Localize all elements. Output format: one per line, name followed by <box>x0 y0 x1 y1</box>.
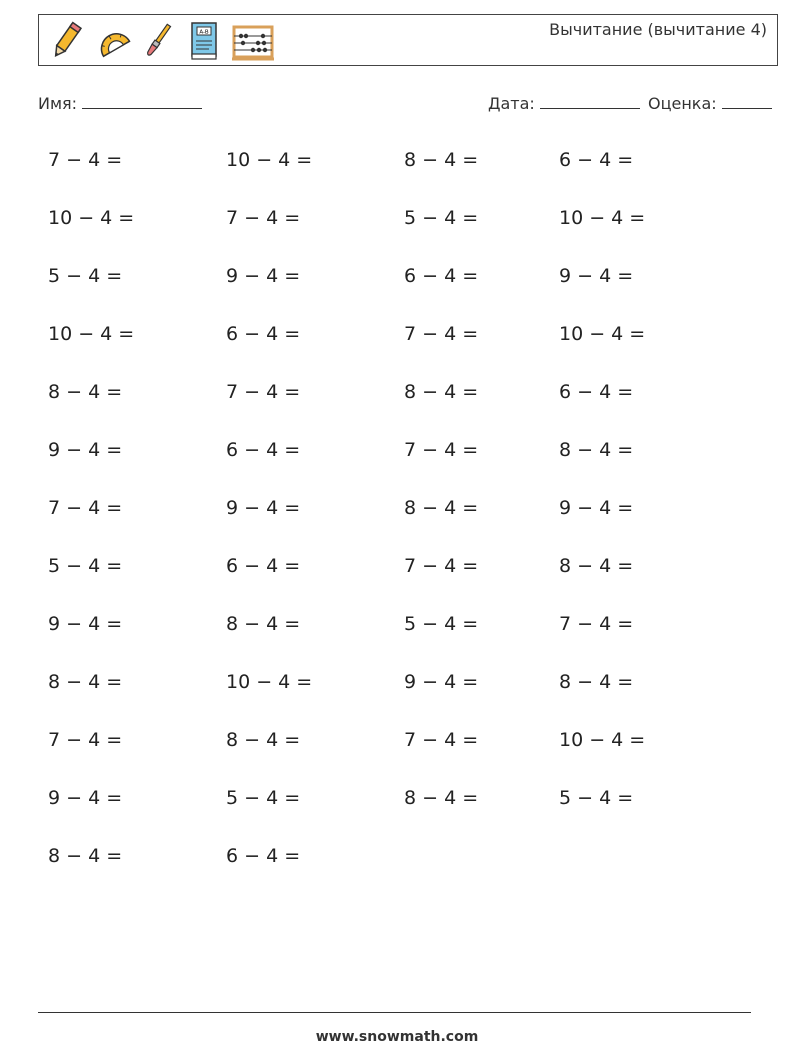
worksheet-title: Вычитание (вычитание 4) <box>549 20 767 39</box>
problem-item: 10 − 4 = <box>226 149 313 171</box>
problem-item: 8 − 4 = <box>226 729 301 751</box>
problem-item: 10 − 4 = <box>48 207 135 229</box>
problem-item: 10 − 4 = <box>559 729 646 751</box>
problem-item: 8 − 4 = <box>48 671 123 693</box>
problem-item: 6 − 4 = <box>226 845 301 867</box>
problem-item: 9 − 4 = <box>48 787 123 809</box>
problem-item: 5 − 4 = <box>48 555 123 577</box>
problem-item: 8 − 4 = <box>559 439 634 461</box>
problem-item: 9 − 4 = <box>559 497 634 519</box>
problem-item: 10 − 4 = <box>559 207 646 229</box>
problem-item: 8 − 4 = <box>559 555 634 577</box>
problem-item: 7 − 4 = <box>404 439 479 461</box>
grade-label: Оценка: <box>648 94 717 113</box>
problem-item: 8 − 4 = <box>404 497 479 519</box>
problem-item: 8 − 4 = <box>226 613 301 635</box>
problem-item: 8 − 4 = <box>559 671 634 693</box>
problem-item: 8 − 4 = <box>404 149 479 171</box>
problem-item: 9 − 4 = <box>48 613 123 635</box>
problem-item: 7 − 4 = <box>48 149 123 171</box>
problem-item: 9 − 4 = <box>226 265 301 287</box>
problem-item: 9 − 4 = <box>48 439 123 461</box>
name-label: Имя: <box>38 94 78 113</box>
problem-item: 7 − 4 = <box>48 729 123 751</box>
problem-item: 5 − 4 = <box>404 207 479 229</box>
problem-item: 9 − 4 = <box>559 265 634 287</box>
problem-item: 7 − 4 = <box>226 381 301 403</box>
problem-item: 8 − 4 = <box>48 381 123 403</box>
problem-item: 10 − 4 = <box>559 323 646 345</box>
problem-item: 5 − 4 = <box>559 787 634 809</box>
problem-item: 6 − 4 = <box>226 439 301 461</box>
problem-item: 7 − 4 = <box>48 497 123 519</box>
date-label: Дата: <box>488 94 535 113</box>
problem-item: 8 − 4 = <box>48 845 123 867</box>
problem-item: 7 − 4 = <box>404 729 479 751</box>
problem-item: 10 − 4 = <box>226 671 313 693</box>
footer-url: www.snowmath.com <box>315 1029 479 1045</box>
footer-divider <box>38 1012 751 1013</box>
problem-item: 7 − 4 = <box>404 555 479 577</box>
problem-item: 7 − 4 = <box>226 207 301 229</box>
problem-item: 5 − 4 = <box>226 787 301 809</box>
problem-item: 8 − 4 = <box>404 787 479 809</box>
problem-item: 10 − 4 = <box>48 323 135 345</box>
problem-item: 6 − 4 = <box>226 555 301 577</box>
problem-item: 5 − 4 = <box>48 265 123 287</box>
problem-item: 6 − 4 = <box>226 323 301 345</box>
problem-item: 7 − 4 = <box>559 613 634 635</box>
problem-item: 7 − 4 = <box>404 323 479 345</box>
problem-item: 9 − 4 = <box>404 671 479 693</box>
problem-item: 9 − 4 = <box>226 497 301 519</box>
problem-item: 6 − 4 = <box>559 149 634 171</box>
problem-item: 5 − 4 = <box>404 613 479 635</box>
problem-item: 6 − 4 = <box>559 381 634 403</box>
problem-item: 6 − 4 = <box>404 265 479 287</box>
problem-item: 8 − 4 = <box>404 381 479 403</box>
svg-text:A-B: A-B <box>199 29 209 36</box>
